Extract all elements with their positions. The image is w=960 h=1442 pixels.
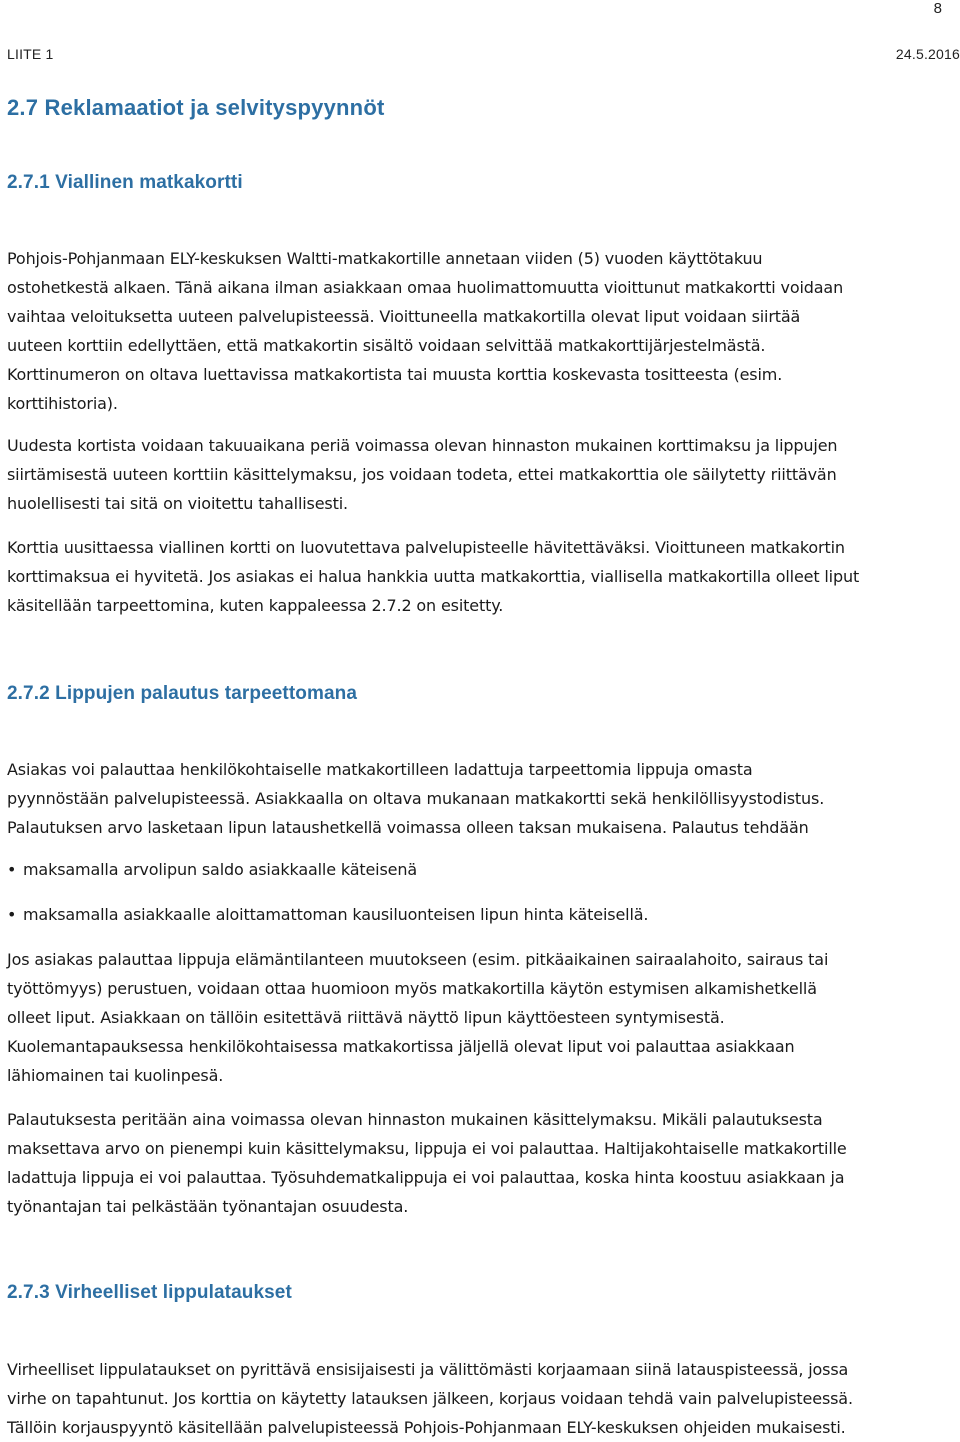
paragraph-life-situation: [7, 945, 953, 1090]
list-item-text: maksamalla asiakkaalle aloittamattoman kausiluonteisen lipun hinta käteisellä.: [23, 905, 649, 924]
text-line: Tällöin korjauspyyntö käsitellään palvelupisteessä Pohjois-Pohjanmaan ELY-keskuksen ohjeiden mukaisesti.: [7, 1418, 846, 1437]
text-line: työnantajan tai pelkästään työnantajan osuudesta.: [7, 1197, 409, 1216]
text-line: lähiomainen tai kuolinpesä.: [7, 1066, 224, 1085]
text-line: ladattuja lippuja ei voi palauttaa. Työsuhdematkalippuja ei voi palauttaa, koska hinta koostuu asiakkaan ja: [7, 1168, 845, 1187]
paragraph-card-renewal: [7, 533, 953, 620]
text-line: Palautuksen arvo lasketaan lipun lataushetkellä voimassa olleen taksan mukaisena. Palautus tehdään: [7, 818, 809, 837]
subsection-heading-2-7-1: 2.7.1 Viallinen matkakortti: [7, 172, 243, 193]
text-line: korttimaksua ei hyvitetä. Jos asiakas ei halua hankkia uutta matkakorttia, viallisella matkakortilla olleet liput: [7, 567, 860, 586]
subsection-heading-2-7-2: 2.7.2 Lippujen palautus tarpeettomana: [7, 683, 357, 704]
text-line: Kuolemantapauksessa henkilökohtaisessa matkakortissa jäljellä olevat liput voi palauttaa asiakkaan: [7, 1037, 795, 1056]
list-item-text: maksamalla arvolipun saldo asiakkaalle käteisenä: [23, 860, 417, 879]
text-line: Korttinumeron on oltava luettavissa matkakortista tai muusta korttia koskevasta tositteesta (esim.: [7, 365, 783, 384]
text-line: Asiakas voi palauttaa henkilökohtaiselle matkakortilleen ladattuja tarpeettomia lippuja omasta: [7, 760, 753, 779]
text-line: virhe on tapahtunut. Jos korttia on käytetty latauksen jälkeen, korjaus voidaan tehdä vain palvelupisteessä.: [7, 1389, 853, 1408]
text-line: Pohjois-Pohjanmaan ELY-keskuksen Waltti-matkakortille annetaan viiden (5) vuoden käyttötakuu: [7, 249, 763, 268]
text-line: pyynnöstään palvelupisteessä. Asiakkaalla on oltava mukanaan matkakortti sekä henkilöllisyystodistus.: [7, 789, 825, 808]
bullet-icon: •: [7, 860, 17, 879]
paragraph-faulty-loads: [7, 1355, 953, 1442]
text-line: työttömyys) perustuen, voidaan ottaa huomioon myös matkakortilla käytön estymisen alkamishetkellä: [7, 979, 817, 998]
text-line: huolellisesti tai sitä on vioitettu tahallisesti.: [7, 494, 348, 513]
text-line: uuteen korttiin edellyttäen, että matkakortin sisältö voidaan selvittää matkakorttijärjestelmästä.: [7, 336, 766, 355]
text-line: maksettava arvo on pienempi kuin käsittelymaksu, lippuja ei voi palauttaa. Haltijakohtaiselle matkakortille: [7, 1139, 847, 1158]
subsection-heading-2-7-3: 2.7.3 Virheelliset lippulataukset: [7, 1282, 292, 1303]
text-line: vaihtaa veloituksetta uuteen palvelupisteessä. Vioittuneella matkakortilla olevat liput voidaan siirtää: [7, 307, 801, 326]
list-item: [7, 860, 417, 879]
header-attachment-label: LIITE 1: [7, 46, 54, 62]
text-line: Palautuksesta peritään aina voimassa olevan hinnaston mukainen käsittelymaksu. Mikäli palautuksesta: [7, 1110, 823, 1129]
list-item: [7, 905, 648, 924]
text-line: Uudesta kortista voidaan takuuaikana periä voimassa olevan hinnaston mukainen korttimaksu ja lippujen: [7, 436, 838, 455]
text-line: korttihistoria).: [7, 394, 118, 413]
bullet-icon: •: [7, 905, 17, 924]
section-heading: 2.7 Reklamaatiot ja selvityspyynnöt: [7, 95, 385, 120]
text-line: ostohetkestä alkaen. Tänä aikana ilman asiakkaan omaa huolimattomuutta vioittunut matkakortti voidaan: [7, 278, 844, 297]
header-date: 24.5.2016: [895, 46, 960, 62]
text-line: Korttia uusittaessa viallinen kortti on luovutettava palvelupisteelle hävitettäväksi. Vioittuneen matkakortin: [7, 538, 845, 557]
text-line: Virheelliset lippulataukset on pyrittävä ensisijaisesti ja välittömästi korjaamaan siinä latauspisteessä, jossa: [7, 1360, 849, 1379]
text-line: siirtämisestä uuteen korttiin käsittelymaksu, jos voidaan todeta, ettei matkakorttia ole säilytetty riittävän: [7, 465, 837, 484]
text-line: olleet liput. Asiakkaan on tällöin esitettävä riittävä näyttö lipun käyttöesteen syntymisestä.: [7, 1008, 725, 1027]
paragraph-card-warranty: [7, 244, 953, 418]
page-number: 8: [933, 0, 942, 17]
paragraph-handling-fee: [7, 1105, 953, 1221]
text-line: käsitellään tarpeettomina, kuten kappaleessa 2.7.2 on esitetty.: [7, 596, 504, 615]
paragraph-ticket-refund: [7, 755, 953, 842]
text-line: Jos asiakas palauttaa lippuja elämäntilanteen muutokseen (esim. pitkäaikainen sairaalahoito, sairaus tai: [7, 950, 829, 969]
paragraph-new-card-fee: [7, 431, 953, 518]
